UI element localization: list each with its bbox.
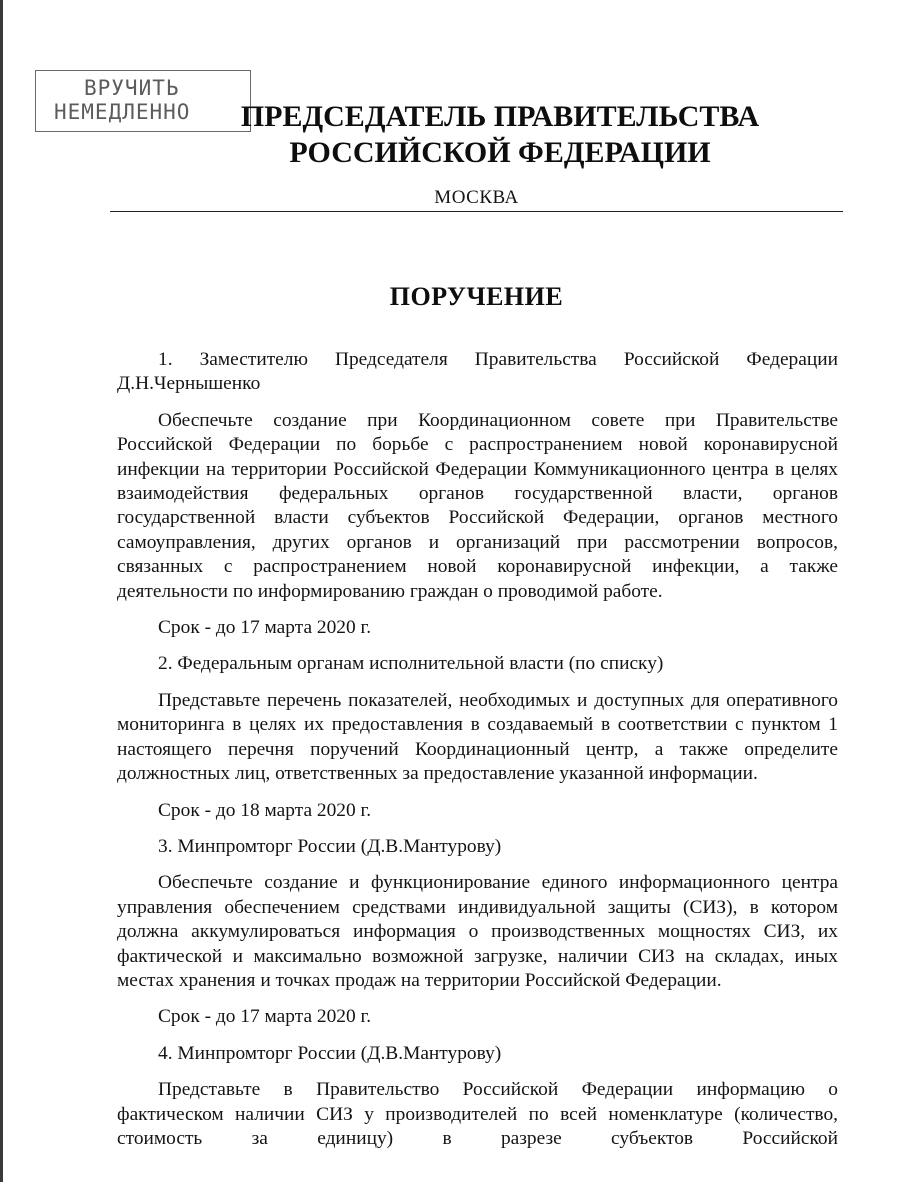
stamp-line-2: НЕМЕДЛЕННО [54, 100, 191, 124]
paragraph-item-1-addressee: 1. Заместителю Председателя Правительства Российской Федерации Д.Н.Чернышенко [117, 349, 838, 395]
document-body [117, 348, 838, 1163]
paragraph-item-2-instruction: Представьте перечень показателей, необходимых и доступных для оперативного мониторинга в целях их предоставления в создаваемый в соответствии с пунктом 1 настоящего перечня поручений Координационный центр, а также определите должностных лиц, ответственных за предоставление указанной информации. [117, 689, 838, 785]
paragraph-item-2-deadline: Срок - до 18 марта 2020 г. [158, 799, 372, 821]
paragraph-item-2-addressee: 2. Федеральным органам исполнительной власти (по списку) [158, 653, 664, 675]
header-title-line-1: ПРЕДСЕДАТЕЛЬ ПРАВИТЕЛЬСТВА [240, 100, 760, 133]
stamp-line-1: ВРУЧИТЬ [84, 76, 180, 100]
paragraph-item-4-instruction: Представьте в Правительство Российской Федерации информацию о фактическом наличии СИЗ у производителей по всей номенклатуре (количество, стоимость за единицу) в разрезе субъектов Российской [117, 1079, 838, 1149]
paragraph-item-4-addressee: 4. Минпромторг России (Д.В.Мантурову) [158, 1042, 502, 1064]
paragraph-item-1-instruction: Обеспечьте создание при Координационном совете при Правительстве Российской Федерации по борьбе с распространением новой коронавирусной инфекции на территории Российской Федерации Коммуникационного центра в целях взаимодействия федеральных органов государственной власти, органов государственной власти субъектов Российской Федерации, органов местного самоуправления, других органов и организаций при рассмотрении вопросов, связанных с распространением новой коронавирусной инфекции, а также деятельности по информированию граждан о проводимой работе. [117, 409, 838, 602]
document-type-heading: ПОРУЧЕНИЕ [389, 282, 564, 311]
header-city: МОСКВА [434, 187, 519, 208]
header-divider [110, 211, 843, 212]
paragraph-item-1-deadline: Срок - до 17 марта 2020 г. [158, 617, 372, 639]
paragraph-item-3-instruction: Обеспечьте создание и функционирование единого информационного центра управления обеспечением средствами индивидуальной защиты (СИЗ), в котором должна аккумулироваться информация о производственных мощностях СИЗ, их фактической и максимально возможной загрузке, наличии СИЗ на складах, иных местах хранения и точках продаж на территории Российской Федерации. [117, 872, 838, 991]
paragraph-item-3-addressee: 3. Минпромторг России (Д.В.Мантурову) [158, 835, 502, 857]
paragraph-item-3-deadline: Срок - до 17 марта 2020 г. [158, 1006, 372, 1028]
header-title-line-2: РОССИЙСКОЙ ФЕДЕРАЦИИ [289, 136, 711, 169]
page-edge [0, 0, 3, 1182]
